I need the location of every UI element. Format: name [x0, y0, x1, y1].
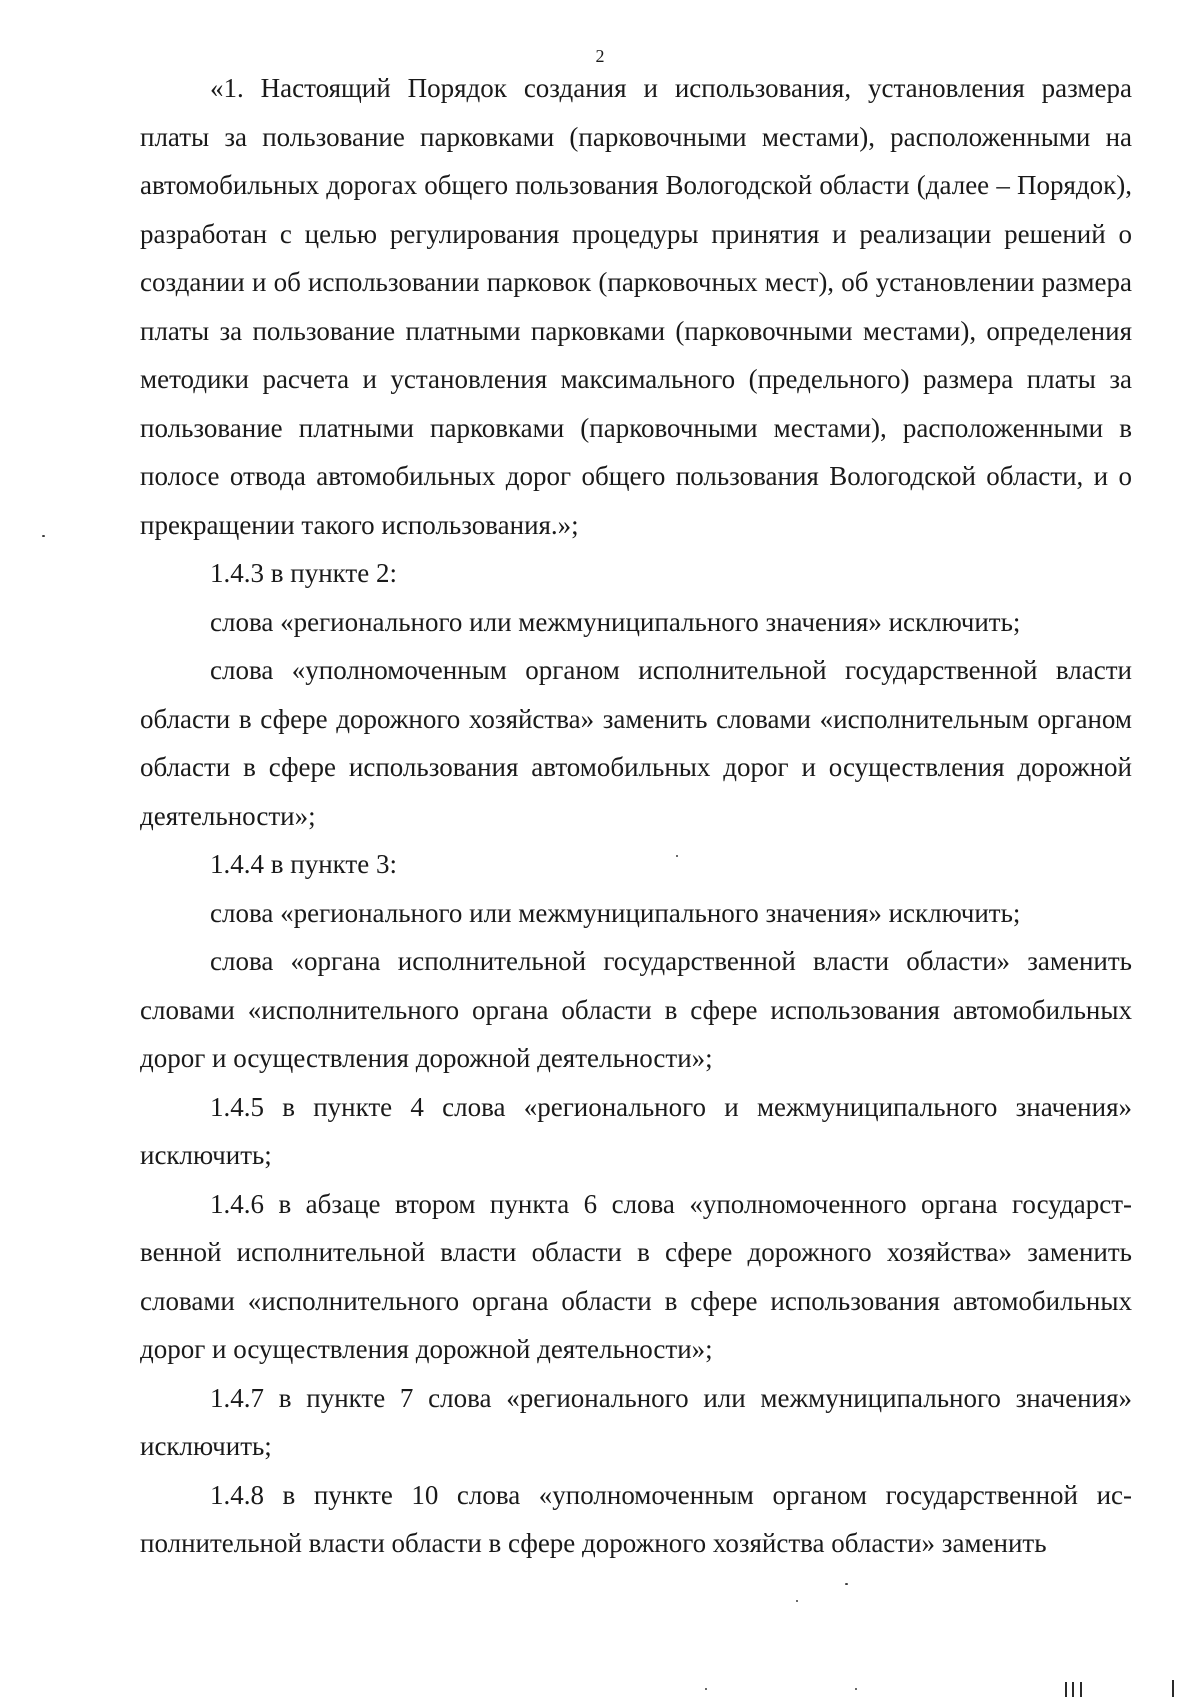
- paragraph-1-4-7: 1.4.7 в пункте 7 слова «регионального или межмуниципального значения» исключить;: [140, 1382, 1132, 1461]
- scan-speck: [855, 1688, 857, 1690]
- scan-speck: [676, 855, 678, 857]
- paragraph-1-4-8: 1.4.8 в пункте 10 слова «уполномоченным органом государственной исполнительной власти области в сфере дорожного хозяйства области» заменить: [140, 1479, 1132, 1558]
- scan-speck: [705, 1688, 707, 1690]
- scan-speck: [845, 1583, 848, 1585]
- paragraph-order-definition: «1. Настоящий Порядок создания и использования, установления размера платы за пользование парковками (парковочными местами), расположенными на автомобильных дорогах общего пользования Вологодской области (далее – Порядок), разработан с целью регулирования процедуры принятия и реализации решений о создании и об использовании парковок (парковочных мест), об установлении размера платы за пользование платными парковками (парковочными местами), определения методики расчета и установления максимального (предельного) размера платы за пользование платными парковками (парковочными местами), расположенными в полосе отвода автомобильных дорог общего пользования Вологодской области, и о прекращении такого использования.»;: [140, 73, 1132, 540]
- paragraph-1-4-3-item-1: слова «регионального или межмуниципального значения» исключить;: [210, 606, 1021, 637]
- scan-speck: [796, 1600, 798, 1602]
- paragraph-1-4-4-item-1: слова «регионального или межмуниципального значения» исключить;: [210, 897, 1021, 928]
- paragraph-1-4-3-heading: 1.4.3 в пункте 2:: [210, 558, 397, 588]
- scan-speck: [42, 535, 45, 537]
- paragraph-1-4-4-heading: 1.4.4 в пункте 3:: [210, 849, 397, 879]
- page-number: 2: [595, 46, 605, 66]
- paragraph-1-4-4-item-2: слова «органа исполнительной государственной власти области» заменить словами «исполнительного органа области в сфере использования автомобильных дорог и осуществления дорожной деятельности»;: [140, 946, 1132, 1073]
- paragraph-1-4-3-item-2: слова «уполномоченным органом исполнительной государственной власти области в сфере дорожного хозяйства» заменить словами «исполнительным органом области в сфере использования автомобильных дорог и осуществления дорожной деятельности»;: [140, 655, 1132, 831]
- paragraph-1-4-5: 1.4.5 в пункте 4 слова «регионального и межмуниципального значения» исключить;: [140, 1091, 1132, 1170]
- scan-edge-mark: [1065, 1682, 1067, 1697]
- scan-edge-mark: [1172, 1680, 1174, 1697]
- scan-edge-mark: [1080, 1682, 1082, 1697]
- document-body: [140, 64, 1132, 1568]
- scan-edge-mark: [1072, 1682, 1074, 1697]
- paragraph-1-4-6: 1.4.6 в абзаце втором пункта 6 слова «уполномоченного органа государственной исполнительной власти области в сфере дорожного хозяйства» заменить словами «исполнительного органа области в сфере использования автомобильных дорог и осуществления дорожной деятельности»;: [140, 1188, 1132, 1364]
